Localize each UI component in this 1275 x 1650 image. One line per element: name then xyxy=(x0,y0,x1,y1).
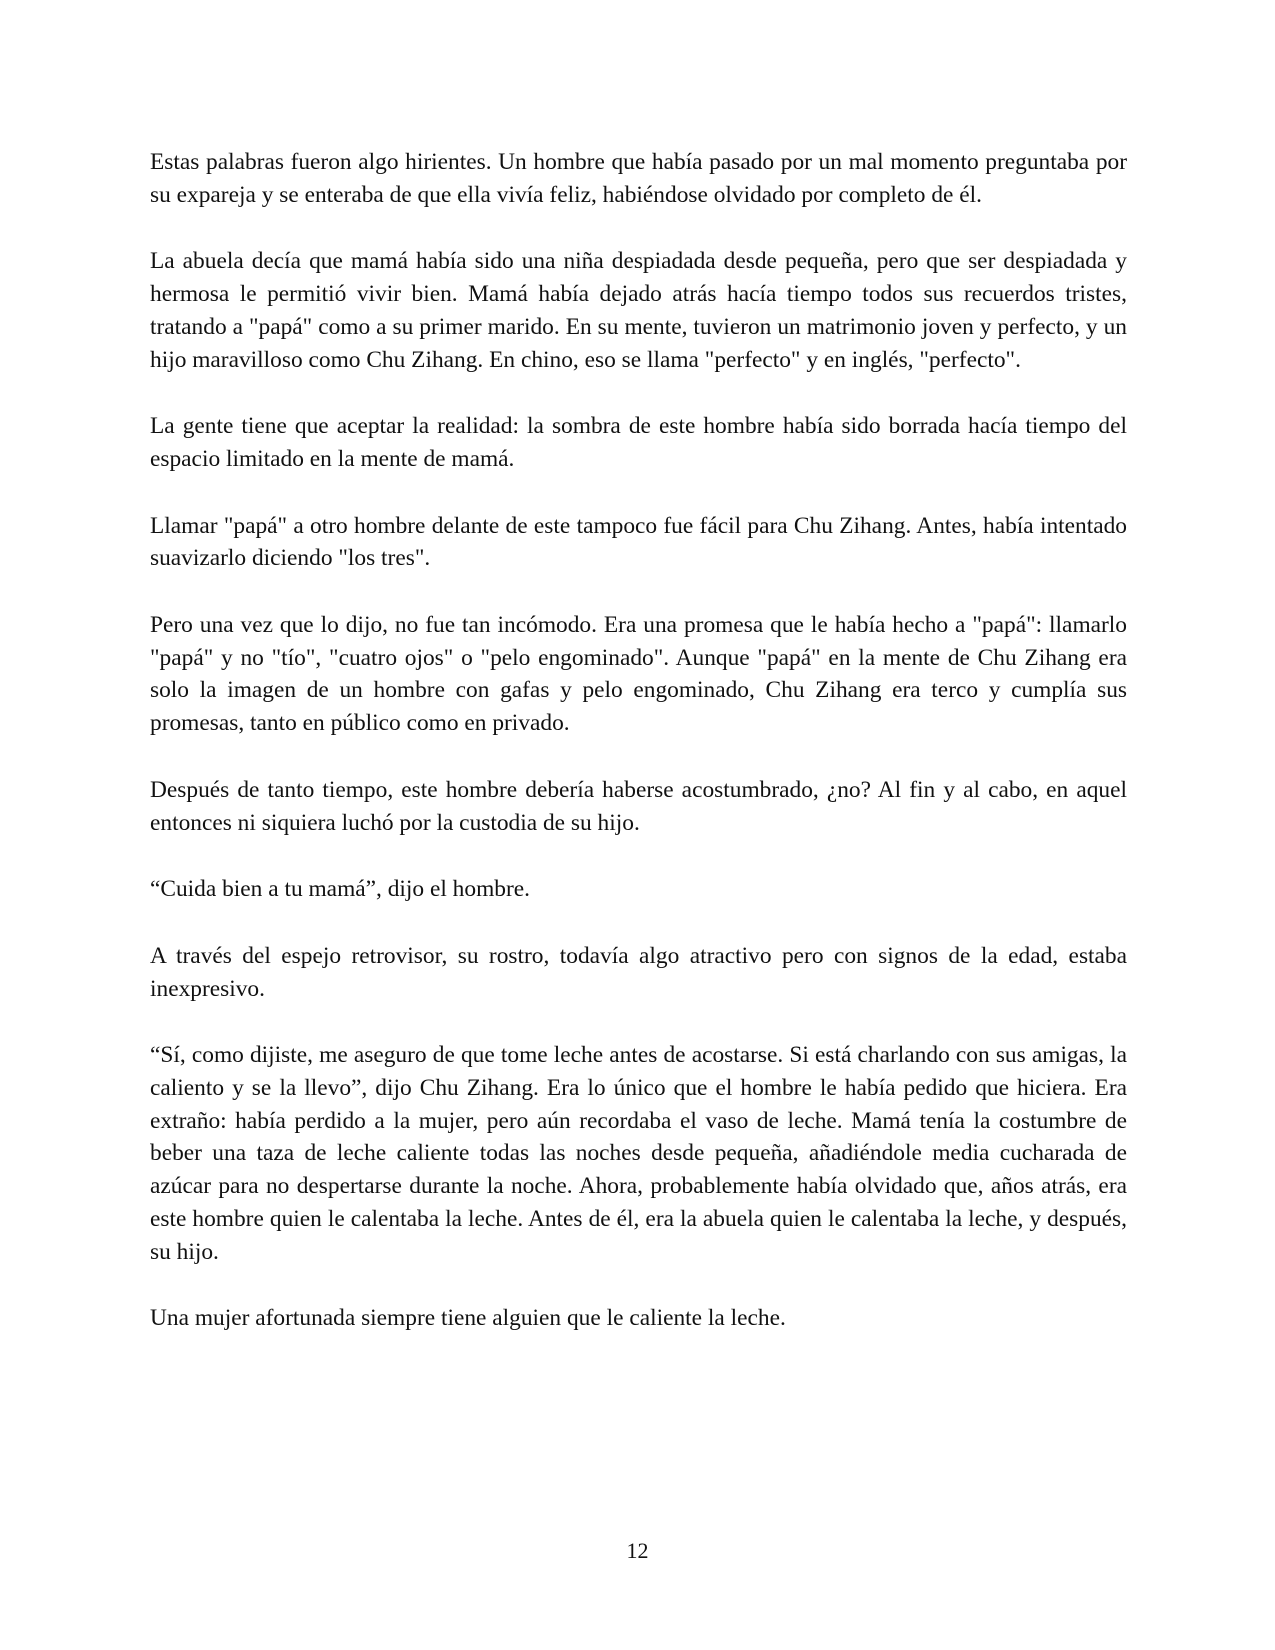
paragraph-6: Después de tanto tiempo, este hombre debería haberse acostumbrado, ¿no? Al fin y al cabo, en aquel entonces ni siquiera luchó por la custodia de su hijo. xyxy=(150,776,1127,836)
paragraph-2: La abuela decía que mamá había sido una niña despiadada desde pequeña, pero que ser despiadada y hermosa le permitió vivir bien. Mamá había dejado atrás hacía tiempo todos sus recuerdos tristes, tratando a "papá" como a su primer marido. En su mente, tuvieron un matrimonio joven y perfecto, y un hijo maravilloso como Chu Zihang. En chino, eso se llama "perfecto" y en inglés, "perfecto". xyxy=(150,248,1127,373)
paragraph-3: La gente tiene que aceptar la realidad: la sombra de este hombre había sido borrada hacía tiempo del espacio limitado en la mente de mamá. xyxy=(150,413,1127,472)
document-body xyxy=(150,146,1127,1369)
paragraph-10: Una mujer afortunada siempre tiene alguien que le caliente la leche. xyxy=(150,1305,786,1332)
paragraph-7: “Cuida bien a tu mamá”, dijo el hombre. xyxy=(150,876,530,903)
page-number: 12 xyxy=(626,1538,649,1563)
paragraph-1: Estas palabras fueron algo hirientes. Un hombre que había pasado por un mal momento preguntaba por su expareja y se enteraba de que ella vivía feliz, habiéndose olvidado por completo de él. xyxy=(150,149,1127,208)
paragraph-9: “Sí, como dijiste, me aseguro de que tome leche antes de acostarse. Si está charlando con sus amigas, la caliento y se la llevo”, dijo Chu Zihang. Era lo único que el hombre le había pedido que hiciera. Era extraño: había perdido a la mujer, pero aún recordaba el vaso de leche. Mamá tenía la costumbre de beber una taza de leche caliente todas las noches desde pequeña, añadiéndole media cucharada de azúcar para no despertarse durante la noche. Ahora, probablemente había olvidado que, años atrás, era este hombre quien le calentaba la leche. Antes de él, era la abuela quien le calentaba la leche, y después, su hijo. xyxy=(150,1042,1127,1265)
paragraph-8: A través del espejo retrovisor, su rostro, todavía algo atractivo pero con signos de la edad, estaba inexpresivo. xyxy=(150,942,1127,1002)
paragraph-4: Llamar "papá" a otro hombre delante de este tampoco fue fácil para Chu Zihang. Antes, había intentado suavizarlo diciendo "los tres". xyxy=(150,512,1127,572)
paragraph-5: Pero una vez que lo dijo, no fue tan incómodo. Era una promesa que le había hecho a "papá": llamarlo "papá" y no "tío", "cuatro ojos" o "pelo engominado". Aunque "papá" en la mente de Chu Zihang era solo la imagen de un hombre con gafas y pelo engominado, Chu Zihang era terco y cumplía sus promesas, tanto en público como en privado. xyxy=(150,612,1127,737)
